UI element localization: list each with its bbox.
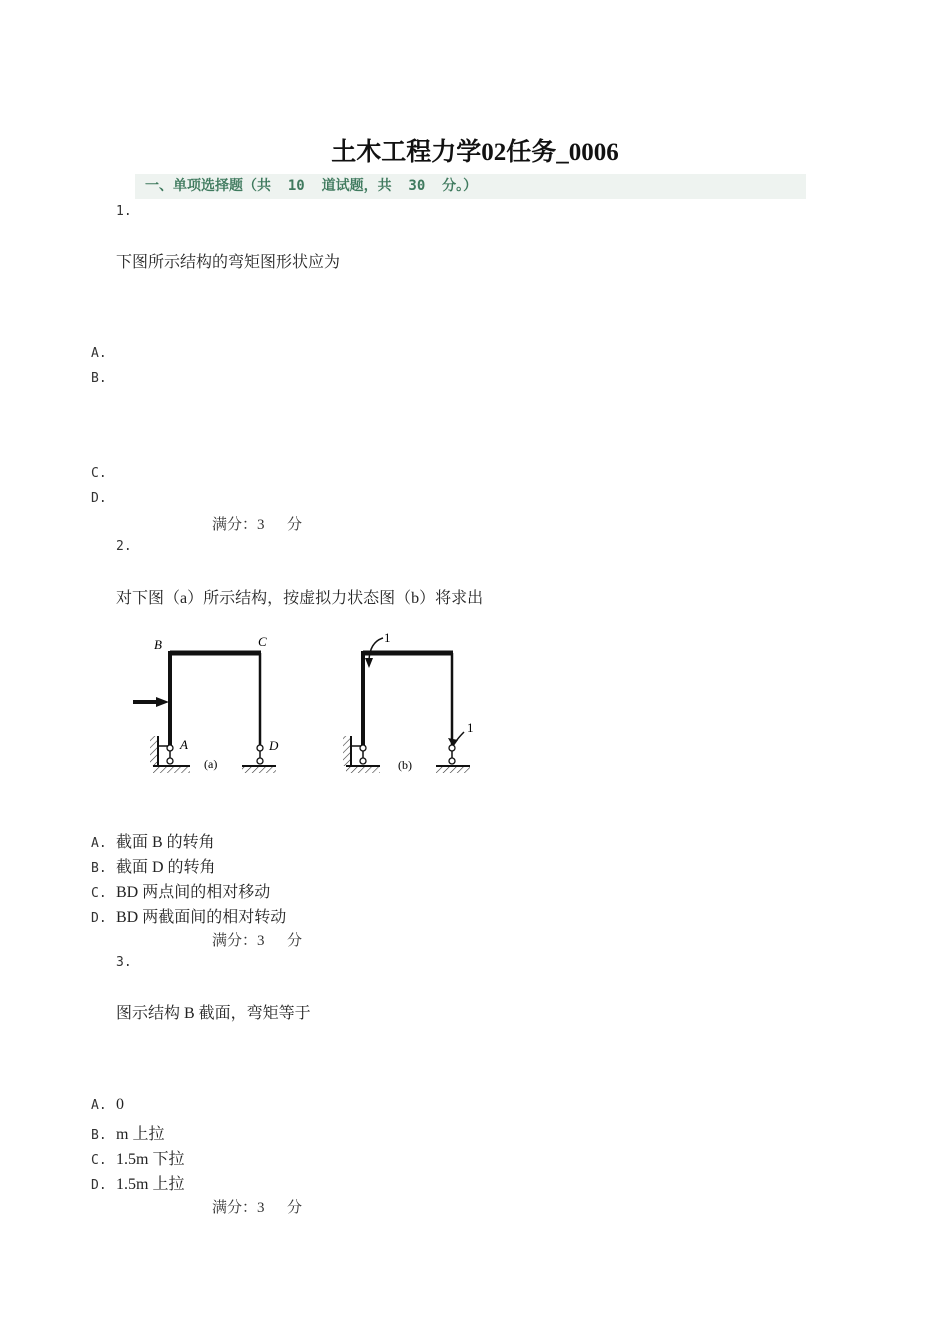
wall-hatch-b	[343, 736, 351, 766]
option-label: A.	[91, 836, 107, 851]
frame-a	[133, 634, 279, 773]
load-label-right: 1	[467, 720, 474, 735]
question-3-option-b[interactable]	[91, 1121, 164, 1144]
option-label: B.	[91, 861, 107, 876]
option-text: 1.5m 上拉	[116, 1176, 185, 1193]
question-1-number: 1.	[116, 204, 132, 219]
question-3-number: 3.	[116, 955, 132, 970]
question-1-option-a[interactable]	[91, 344, 116, 362]
unit-moment-arc	[369, 638, 383, 660]
question-2-number: 2.	[116, 539, 132, 554]
ground-right-b-hatch	[436, 767, 470, 773]
section-header-text: 一、单项选择题（共 10 道试题，共 30 分。）	[145, 178, 478, 194]
option-text: 截面 B 的转角	[116, 834, 215, 851]
option-text: BD 两截面间的相对转动	[116, 909, 287, 926]
section-header	[135, 174, 806, 199]
caption-b: (b)	[398, 758, 412, 772]
load-arrow-head	[156, 697, 169, 707]
question-2-option-d[interactable]	[91, 904, 286, 927]
hinge-d	[257, 745, 263, 751]
ground-left-b-hatch	[346, 767, 380, 773]
hinge-left-b	[360, 745, 366, 751]
question-3-option-c[interactable]	[91, 1146, 184, 1169]
option-label: A.	[91, 1098, 107, 1113]
label-d: D	[269, 738, 279, 753]
wall-hatch	[150, 736, 158, 766]
label-c: C	[258, 634, 267, 649]
option-text: 1.5m 下拉	[116, 1151, 185, 1168]
question-1-option-d[interactable]	[91, 489, 116, 507]
hinge-a-low	[167, 758, 173, 764]
option-label: B.	[91, 371, 107, 386]
page-title: 土木工程力学02任务_0006	[331, 139, 619, 166]
option-text: m 上拉	[116, 1126, 165, 1143]
option-label: C.	[91, 886, 107, 901]
hinge-right-b-low	[449, 758, 455, 764]
frame-b	[343, 630, 474, 773]
label-b: B	[154, 637, 162, 652]
question-3-text: 图示结构 B 截面，弯矩等于	[116, 1005, 311, 1022]
unit-moment-head	[365, 658, 373, 668]
label-a: A	[180, 737, 188, 752]
question-3-score: 满分：3 分	[212, 1200, 303, 1216]
hinge-left-b-low	[360, 758, 366, 764]
option-label: A.	[91, 346, 107, 361]
question-2-option-b[interactable]	[91, 854, 216, 877]
option-label: D.	[91, 911, 107, 926]
caption-a: (a)	[204, 757, 218, 771]
question-3-option-d[interactable]	[91, 1171, 184, 1194]
option-text: 截面 D 的转角	[116, 859, 216, 876]
option-label: D.	[91, 491, 107, 506]
option-label: D.	[91, 1178, 107, 1193]
hinge-a	[167, 745, 173, 751]
hinge-right-b	[449, 745, 455, 751]
option-text: BD 两点间的相对移动	[116, 884, 271, 901]
question-3-option-a[interactable]	[91, 1096, 124, 1114]
question-2-option-c[interactable]	[91, 879, 270, 902]
option-text: 0	[116, 1096, 124, 1113]
question-1-option-c[interactable]	[91, 464, 116, 482]
question-2-text: 对下图（a）所示结构，按虚拟力状态图（b）将求出	[116, 590, 484, 607]
question-2-score: 满分：3 分	[212, 933, 303, 949]
ground-a-hatch	[153, 767, 190, 773]
hinge-d-low	[257, 758, 263, 764]
question-1-score: 满分：3 分	[212, 517, 303, 533]
option-label: C.	[91, 466, 107, 481]
question-1-text: 下图所示结构的弯矩图形状应为	[116, 254, 341, 271]
question-2-option-a[interactable]	[91, 829, 215, 852]
ground-d-hatch	[242, 767, 276, 773]
structure-diagram	[128, 628, 478, 778]
question-1-option-b[interactable]	[91, 369, 116, 387]
load-label-top: 1	[384, 630, 391, 645]
option-label: B.	[91, 1128, 107, 1143]
option-label: C.	[91, 1153, 107, 1168]
